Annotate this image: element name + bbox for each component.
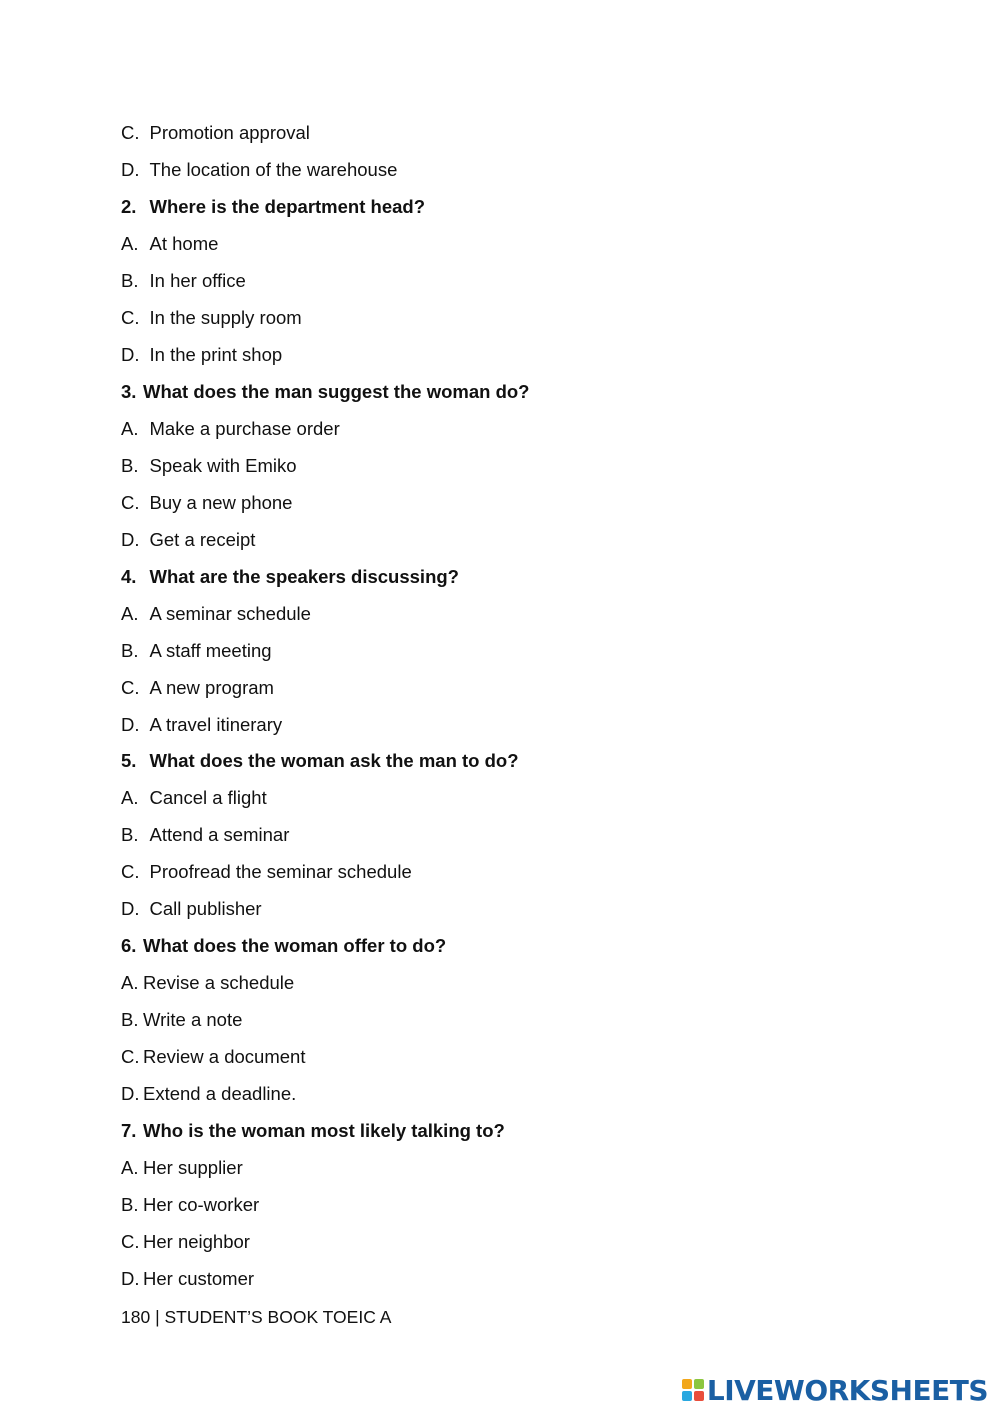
option-text: Attend a seminar <box>149 824 290 845</box>
question-number: 5. <box>121 750 137 771</box>
page-footer <box>121 1306 391 1328</box>
answer-option <box>121 787 267 809</box>
option-text: Speak with Emiko <box>149 455 297 476</box>
answer-option <box>121 861 412 883</box>
option-marker: B. <box>121 824 139 845</box>
answer-option <box>121 529 255 551</box>
answer-option <box>121 640 272 662</box>
answer-option <box>121 1231 250 1253</box>
option-marker: C. <box>121 307 140 328</box>
logo-tile <box>694 1379 704 1389</box>
answer-option <box>121 455 297 477</box>
question-text: What does the woman ask the man to do? <box>149 750 519 771</box>
option-text: Call publisher <box>149 898 262 919</box>
option-text: A new program <box>149 677 274 698</box>
question-text: Who is the woman most likely talking to? <box>143 1120 505 1141</box>
question-number: 4. <box>121 566 137 587</box>
question-text: What are the speakers discussing? <box>149 566 459 587</box>
option-text: Her co-worker <box>143 1194 260 1215</box>
liveworksheets-watermark <box>682 1374 988 1406</box>
question-6 <box>121 935 446 957</box>
question-text: What does the man suggest the woman do? <box>143 381 530 402</box>
option-text: Her customer <box>143 1268 255 1289</box>
answer-option <box>121 1268 254 1290</box>
option-marker: C. <box>121 677 140 698</box>
option-text: In the supply room <box>149 307 302 328</box>
option-text: Make a purchase order <box>149 418 340 439</box>
option-text: Proofread the seminar schedule <box>149 861 412 882</box>
answer-option <box>121 122 310 144</box>
option-marker: A. <box>121 603 139 624</box>
answer-option <box>121 677 274 699</box>
option-marker: D. <box>121 1083 140 1104</box>
answer-option <box>121 492 292 514</box>
question-number: 7. <box>121 1120 137 1141</box>
question-5 <box>121 750 519 772</box>
option-text: Write a note <box>143 1009 243 1030</box>
answer-option <box>121 307 302 329</box>
option-text: Extend a deadline. <box>143 1083 297 1104</box>
option-text: Promotion approval <box>149 122 310 143</box>
option-marker: C. <box>121 1231 140 1252</box>
answer-option <box>121 714 282 736</box>
answer-option <box>121 344 282 366</box>
option-marker: D. <box>121 529 140 550</box>
question-4 <box>121 566 459 588</box>
option-marker: D. <box>121 714 140 735</box>
question-2 <box>121 196 425 218</box>
answer-option <box>121 1046 305 1068</box>
option-text: Her supplier <box>143 1157 243 1178</box>
option-text: A staff meeting <box>149 640 272 661</box>
option-text: The location of the warehouse <box>149 159 398 180</box>
answer-option <box>121 233 218 255</box>
option-text: In the print shop <box>149 344 283 365</box>
logo-tile <box>682 1391 692 1401</box>
answer-option <box>121 1083 296 1105</box>
question-number: 6. <box>121 935 137 956</box>
page-number: 180 <box>121 1307 151 1327</box>
option-marker: D. <box>121 344 140 365</box>
option-marker: D. <box>121 159 140 180</box>
logo-tile <box>682 1379 692 1389</box>
option-text: A seminar schedule <box>149 603 311 624</box>
footer-separator: | <box>155 1307 160 1327</box>
option-marker: B. <box>121 270 139 291</box>
option-marker: A. <box>121 418 139 439</box>
option-marker: C. <box>121 492 140 513</box>
option-marker: C. <box>121 861 140 882</box>
option-marker: B. <box>121 455 139 476</box>
answer-option <box>121 972 294 994</box>
question-text: Where is the department head? <box>149 196 425 217</box>
answer-option <box>121 270 246 292</box>
option-text: Get a receipt <box>149 529 256 550</box>
option-marker: C. <box>121 122 140 143</box>
option-marker: D. <box>121 1268 140 1289</box>
question-text: What does the woman offer to do? <box>143 935 447 956</box>
option-text: Her neighbor <box>143 1231 250 1252</box>
option-text: Cancel a flight <box>149 787 267 808</box>
liveworksheets-logo-icon <box>682 1379 704 1401</box>
option-marker: B. <box>121 1009 139 1030</box>
option-text: At home <box>149 233 219 254</box>
answer-option <box>121 824 289 846</box>
option-marker: C. <box>121 1046 140 1067</box>
option-marker: A. <box>121 1157 139 1178</box>
option-marker: B. <box>121 1194 139 1215</box>
book-title: STUDENT’S BOOK TOEIC A <box>164 1307 392 1327</box>
answer-option <box>121 159 397 181</box>
answer-option <box>121 603 311 625</box>
option-marker: A. <box>121 972 139 993</box>
option-text: Revise a schedule <box>143 972 295 993</box>
answer-option <box>121 1157 243 1179</box>
answer-option <box>121 898 262 920</box>
option-text: Buy a new phone <box>149 492 293 513</box>
answer-option <box>121 418 340 440</box>
question-number: 2. <box>121 196 137 217</box>
option-text: In her office <box>149 270 246 291</box>
watermark-text: LIVEWORKSHEETS <box>706 1373 988 1407</box>
answer-option <box>121 1194 259 1216</box>
option-marker: A. <box>121 233 139 254</box>
option-marker: A. <box>121 787 139 808</box>
option-text: Review a document <box>143 1046 306 1067</box>
logo-tile <box>694 1391 704 1401</box>
question-7 <box>121 1120 505 1142</box>
option-marker: B. <box>121 640 139 661</box>
option-marker: D. <box>121 898 140 919</box>
question-number: 3. <box>121 381 137 402</box>
option-text: A travel itinerary <box>149 714 283 735</box>
question-3 <box>121 381 529 403</box>
answer-option <box>121 1009 242 1031</box>
